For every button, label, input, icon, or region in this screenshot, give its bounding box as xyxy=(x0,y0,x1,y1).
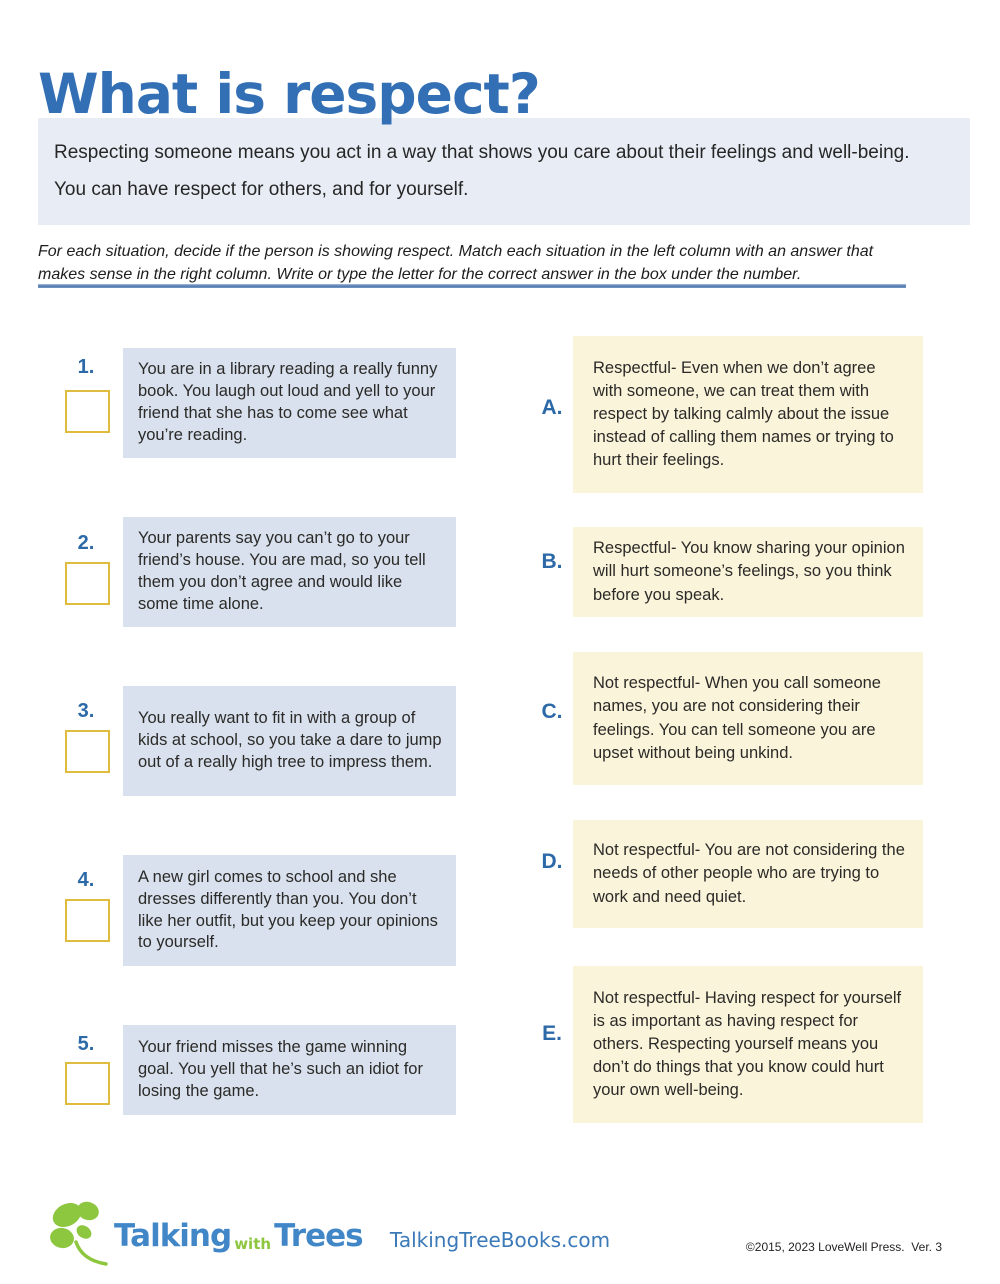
footer-website-link[interactable]: TalkingTreeBooks.com xyxy=(389,1228,611,1252)
answer-input-box-3[interactable] xyxy=(65,730,110,773)
answer-text-d xyxy=(573,820,923,928)
answer-letter-d: D. xyxy=(541,850,563,873)
situation-number-5: 5. xyxy=(77,1033,95,1055)
answer-text-a xyxy=(573,336,923,493)
answer-input-box-1[interactable] xyxy=(65,390,110,433)
situation-text-1-label: You are in a library reading a really funny book. You laugh out loud and yell to your friend that she has to come see what you’re reading. xyxy=(138,360,438,444)
answer-letter-a: A. xyxy=(541,396,563,419)
answer-text-d-label: Not respectful- You are not considering the needs of other people who are trying to work and need quiet. xyxy=(593,841,905,906)
situation-text-2-label: Your parents say you can’t go to your friend’s house. You are mad, so you tell them you don’t agree and would like some time alone. xyxy=(138,529,426,613)
situation-number-1: 1. xyxy=(77,356,95,378)
intro-box xyxy=(38,118,970,225)
situation-number-2: 2. xyxy=(77,532,95,554)
answer-letter-c: C. xyxy=(541,700,563,723)
logo-word-with: with xyxy=(234,1235,272,1253)
situation-text-2 xyxy=(123,517,456,627)
answer-text-b xyxy=(573,527,923,617)
page-title: What is respect? xyxy=(38,62,540,126)
footer-copyright: ©2015, 2023 LoveWell Press. Ver. 3 xyxy=(745,1240,942,1254)
section-divider xyxy=(38,284,906,288)
answer-input-box-4[interactable] xyxy=(65,899,110,942)
situation-number-3: 3. xyxy=(77,700,95,722)
situation-text-1 xyxy=(123,348,456,458)
answer-text-b-label: Respectful- You know sharing your opinion will hurt someone’s feelings, so you think before you speak. xyxy=(593,539,905,604)
answer-text-a-label: Respectful- Even when we don’t agree with someone, we can treat them with respect by talking calmly about the issue instead of calling them names or trying to hurt their feelings. xyxy=(593,358,894,470)
logo-word-talking: Talking xyxy=(114,1218,232,1254)
intro-line-2: You can have respect for others, and for yourself. xyxy=(54,178,469,200)
situation-text-3 xyxy=(123,686,456,796)
answer-letter-e: E. xyxy=(542,1022,562,1045)
instructions-text: For each situation, decide if the person is showing respect. Match each situation in the left column with an answer that makes sense in the right column. Write or type the letter for the correct answer in the box under the number. xyxy=(38,243,874,284)
situation-text-4-label: A new girl comes to school and she dresses differently than you. You don’t like her outfit, but you keep your opinions to yourself. xyxy=(138,867,438,952)
situation-text-3-label: You really want to fit in with a group of kids at school, so you take a dare to jump out of a really high tree to impress them. xyxy=(138,709,442,771)
intro-line-1: Respecting someone means you act in a way that shows you care about their feelings and well-being. xyxy=(54,142,910,163)
logo-word-trees: Trees xyxy=(274,1218,363,1254)
answer-input-box-5[interactable] xyxy=(65,1062,110,1105)
answer-text-c xyxy=(573,652,923,785)
answer-input-box-2[interactable] xyxy=(65,562,110,605)
situation-text-4 xyxy=(123,855,456,966)
answer-text-e xyxy=(573,966,923,1123)
answer-letter-b: B. xyxy=(541,550,563,573)
situation-text-5-label: Your friend misses the game winning goal. You yell that he’s such an idiot for losing the game. xyxy=(138,1038,423,1100)
situation-number-4: 4. xyxy=(77,869,95,891)
situation-text-5 xyxy=(123,1025,456,1115)
answer-text-e-label: Not respectful- Having respect for yourself is as important as having respect for others. Respecting yourself means you don’t do things that you know could hurt your own well-being. xyxy=(593,988,902,1100)
answer-text-c-label: Not respectful- When you call someone names, you are not considering their feelings. You can tell someone you are upset without being unkind. xyxy=(593,674,881,762)
